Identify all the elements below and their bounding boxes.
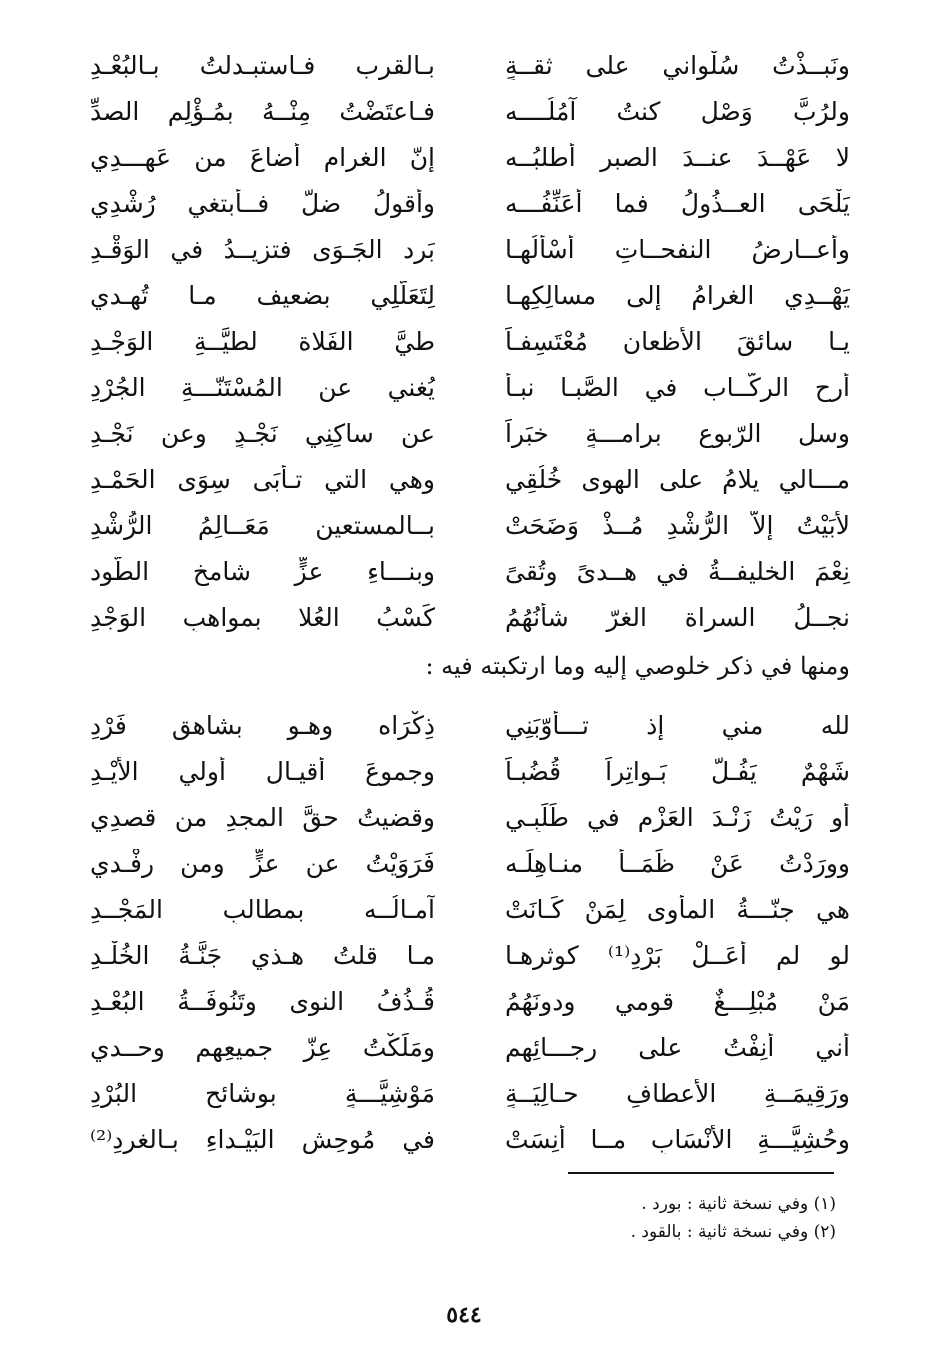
second-hemistich: قُـذُفُ النوى وتَنُوفَــةُ البُعْـدِ [90, 986, 435, 1016]
first-hemistich: ورَقِيمَــةِ الأعطافِ حـالِيَــةٍ [505, 1078, 850, 1108]
second-hemistich: وبنـــاءِ عزٍّ شامخ الطّود [90, 556, 435, 586]
first-hemistich: أو رَيْتُ زَنْـدَ العَزْم في طَلَبِـي [505, 802, 850, 832]
verse-line [90, 794, 850, 840]
verse-line [90, 702, 850, 748]
verse-line [90, 226, 850, 272]
first-hemistich: ونَبــذْتُ سُلْواني على ثقــةٍ [505, 50, 850, 80]
first-hemistich: لا عَهْــدَ عنــدَ الصبر أطلبُــه [505, 142, 850, 172]
verse-line [90, 318, 850, 364]
first-hemistich: يـا سائقَ الأظعانِ مُعْتَسِفـاً [505, 326, 850, 356]
verse-line [90, 548, 850, 594]
footnote-separator [568, 1172, 834, 1174]
verse-line [90, 134, 850, 180]
verse-line [90, 364, 850, 410]
poem-bottom [90, 702, 850, 1162]
verse-line [90, 932, 850, 978]
first-hemistich: أني أَنِفْتُ على رجـــائِهِم [505, 1032, 850, 1062]
verse-line [90, 1070, 850, 1116]
page-number: ٥٤٤ [446, 1302, 482, 1328]
first-hemistich: لأَبَيْتُ إلاّ الرُّشْدِ مُــذْ وَضَحَتْ [505, 510, 850, 540]
second-hemistich: لِتَعَلُّلِي بضعيف مـا تُهـدي [90, 280, 435, 310]
verse-line [90, 748, 850, 794]
first-hemistich: وورَدْتُ عَنْ ظَمَــأ منـاهِلَـه [505, 848, 850, 878]
verse-line [90, 42, 850, 88]
first-hemistich: لو لم أُعَــلْ بَرْدِ⁽¹⁾ كوثرِهـا [505, 940, 850, 970]
second-hemistich: بــالمستعين مَعَــالِمُ الرُّشْدِ [90, 510, 435, 540]
first-hemistich: وسل الرّبوع برامـــةٍ خبَراً [505, 418, 850, 448]
first-hemistich: ولرُبَّ وَصْلٍ كنتُ آمُلُــــه [505, 96, 850, 126]
second-hemistich: طيَّ الفَلاة لطيَّــةِ الوَجْـدِ [90, 326, 435, 356]
second-hemistich: وهي التي تـأبَى سِوَى الحَمْـدِ [90, 464, 435, 494]
first-hemistich: نِعْمَ الخليفــةُ في هــدىً وتُقىً [505, 556, 850, 586]
second-hemistich: إنّ الغرام أضاعَ من عَهـــدِي [90, 142, 435, 172]
verse-line [90, 272, 850, 318]
verse-line [90, 840, 850, 886]
footnotes [336, 1190, 836, 1246]
second-hemistich: ذِكْرَاه وهـو بشاهقٍ فَرْدِ [90, 710, 435, 740]
verse-line [90, 456, 850, 502]
verse-line [90, 978, 850, 1024]
first-hemistich: وأعــارِضُ النفحــاتِ أسْأَلُهـا [505, 234, 850, 264]
first-hemistich: مـــالي يلامُ على الهوى خُلُقِي [505, 464, 850, 494]
second-hemistich: فـاعتَضْتُ مِنْــهُ بمُـؤْلِمِ الصدِّ [90, 96, 435, 126]
verse-line [90, 410, 850, 456]
verse-line [90, 1024, 850, 1070]
section-heading: ومنها في ذكر خلوصي إليه وما ارتكبته فيه : [425, 652, 850, 680]
second-hemistich: وجموعَ أقيـالٍ أولي الأَيْـدِ [90, 756, 435, 786]
second-hemistich: بَرد الجَـوَى فتزيــدُ في الوَقْـدِ [90, 234, 435, 264]
second-hemistich: بـالقرب فـاستبـدلتُ بـالبُعْـدِ [90, 50, 435, 80]
first-hemistich: نجــلُ السراة الغرّ شأنُهُمُ [505, 602, 850, 632]
verse-line [90, 180, 850, 226]
footnote-2: (٢) وفي نسخة ثانية : بالقود . [630, 1222, 836, 1242]
first-hemistich: يَهْــدِي الغرامُ إلى مسالِكِهـا [505, 280, 850, 310]
first-hemistich: وحُشِيَّـــةِ الأنْسَابِ مــا أنِسَتْ [505, 1124, 850, 1154]
verse-line [90, 502, 850, 548]
first-hemistich: مَنْ مُبْلِـــغٌ قومي ودونَهُمُ [505, 986, 850, 1016]
second-hemistich: فَرَوَيْتُ عن عزٍّ ومن رِفْـدي [90, 848, 435, 878]
second-hemistich: ومَلَكْتُ عِزّ جميعِهم وحــدي [90, 1032, 435, 1062]
first-hemistich: يَلْحَى العــذُولُ فما أُعَنِّفُـــه [505, 188, 850, 218]
second-hemistich: في مُوحِشِ البَيْـداءِ بـالغردِ⁽²⁾ [90, 1124, 435, 1154]
first-hemistich: شَهْمٌ يَفُـلُّ بَـواتِراً قُضُبـاً [505, 756, 850, 786]
footnote-1: (١) وفي نسخة ثانية : بورد . [641, 1194, 836, 1214]
second-hemistich: آمـالُــه بمطالبِ المَجْــدِ [90, 894, 435, 924]
second-hemistich: مَوْشِيَّـــةٍ بوشائح البُرْدِ [90, 1078, 435, 1108]
poem-top [90, 42, 850, 640]
second-hemistich: مـا قلتُ هـذي جَنَّـةُ الخُلْـدِ [90, 940, 435, 970]
first-hemistich: لله مني إذ تـــأوّبَنِي [505, 710, 850, 740]
verse-line [90, 594, 850, 640]
second-hemistich: عن ساكِنِي نَجْـدٍ وعن نَجْـدِ [90, 418, 435, 448]
first-hemistich: هي جنّـــةُ المأوى لِمَنْ كَـانَتْ [505, 894, 850, 924]
verse-line [90, 886, 850, 932]
first-hemistich: أَرِحِ الركّــاب في الصَّبـا نبـأً [505, 372, 850, 402]
verse-line [90, 88, 850, 134]
second-hemistich: يُغني عن المُسْتَنّـــةِ الجُرْدِ [90, 372, 435, 402]
second-hemistich: وأقولُ ضلّ فــأبتغي رُشْدِي [90, 188, 435, 218]
second-hemistich: وقضيتُ حقَّ المجدِ من قصدِي [90, 802, 435, 832]
verse-line [90, 1116, 850, 1162]
second-hemistich: كَسْبُ العُلا بمواهبِ الوَجْدِ [90, 602, 435, 632]
